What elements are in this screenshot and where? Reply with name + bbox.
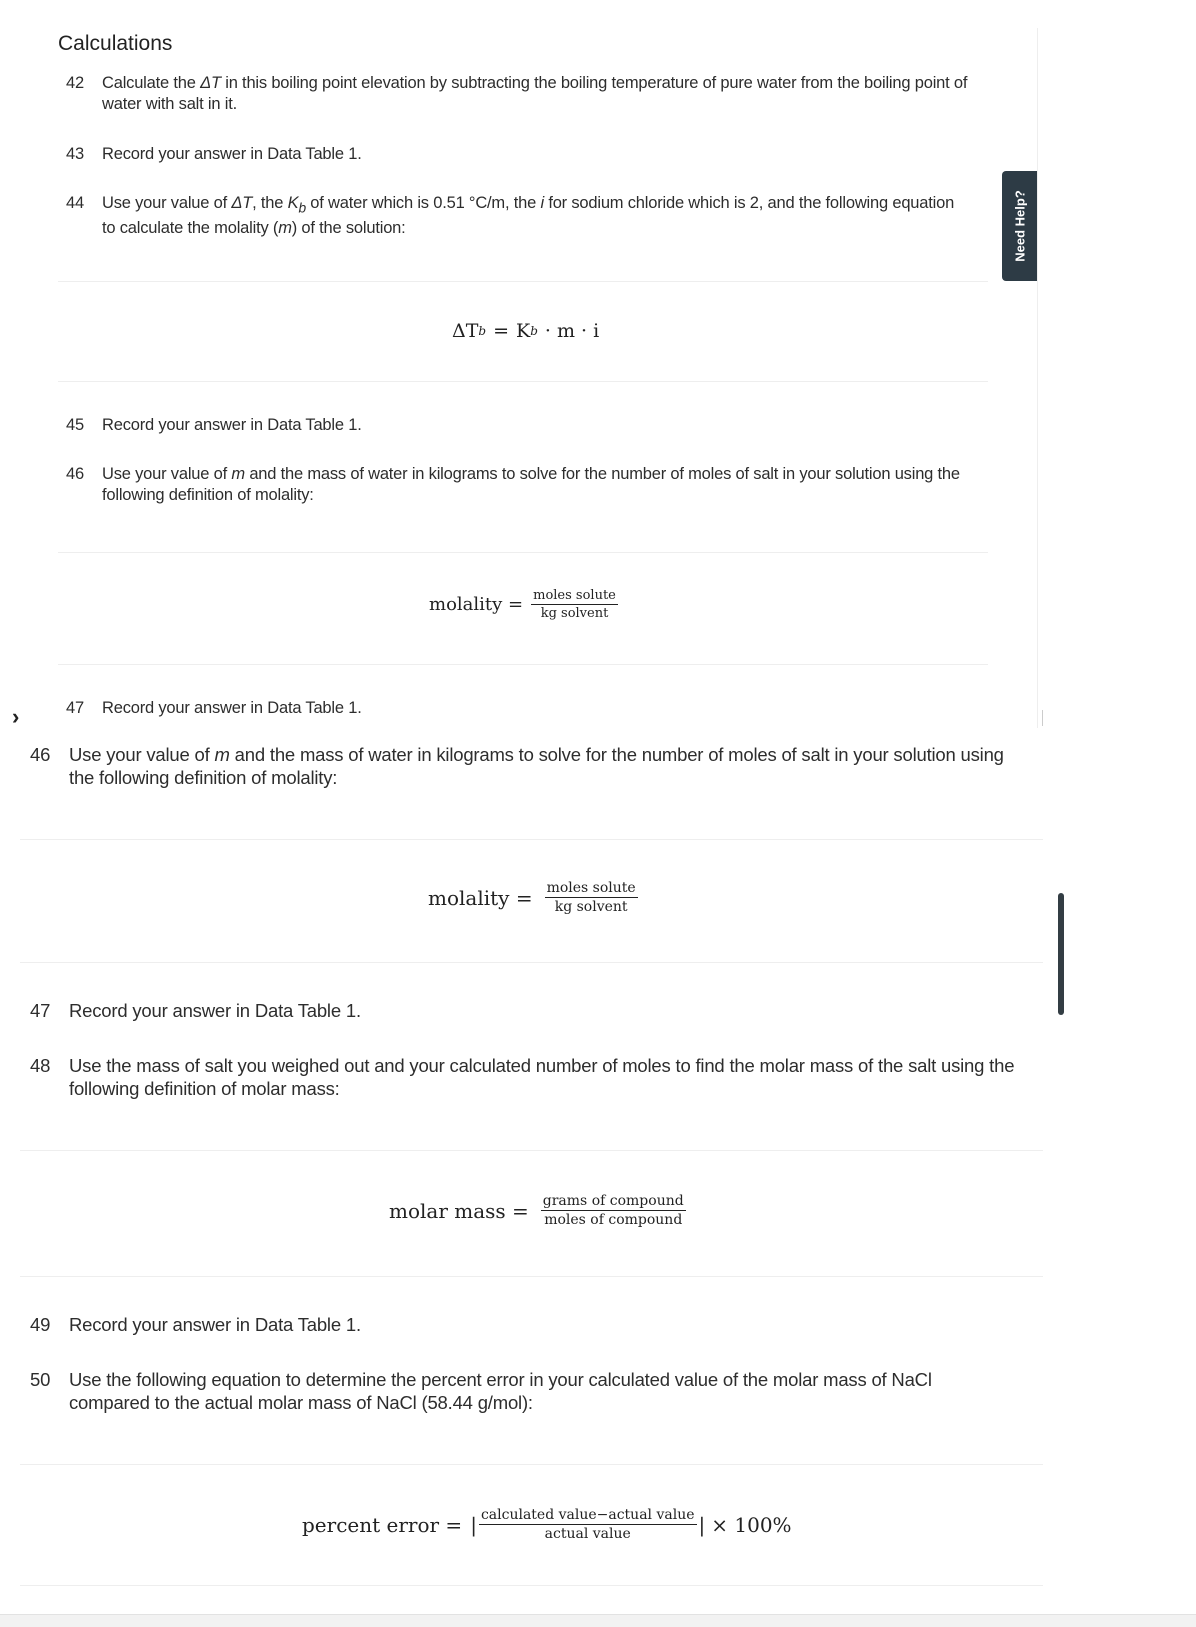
step-45 [66, 415, 991, 436]
bottom-bar [0, 1614, 1196, 1627]
divider [20, 1464, 1043, 1465]
step-44 [66, 193, 966, 239]
collapse-chevron-icon[interactable]: › [12, 704, 20, 729]
step-text: Record your answer in Data Table 1. [69, 1000, 361, 1021]
step-text: Use the mass of salt you weighed out and your calculated number of moles to find the molar mass of the salt using the following definition of molar mass: [69, 1055, 1015, 1099]
percent-error-equation: percent error = | $\frac{\text{calculated value−actual value}}{\text{actual value}}$ | × 100% [302, 1507, 792, 1542]
step-number: 47 [30, 1000, 51, 1021]
panel-resize-handle[interactable] [1042, 710, 1043, 726]
top-content-panel [0, 0, 1038, 720]
need-help-tab[interactable]: Need Help? [1002, 171, 1038, 281]
step-number: 42 [66, 74, 84, 92]
molality-equation: molality = $\frac{\text{moles solute}}{\text{kg solvent}}$ [428, 880, 636, 915]
step-text: Record your answer in Data Table 1. [102, 145, 362, 163]
step-number: 43 [66, 145, 84, 163]
divider [20, 962, 1043, 963]
step-46-top [66, 464, 966, 506]
step-number: 44 [66, 194, 84, 212]
step-number: 46 [30, 744, 51, 765]
divider [58, 552, 988, 553]
step-50 [30, 1368, 990, 1414]
panel-border [1037, 28, 1038, 728]
step-text: Use the following equation to determine the percent error in your calculated value of the molar mass of NaCl compared to the actual molar mass of NaCl (58.44 g/mol): [69, 1369, 932, 1413]
step-text: Record your answer in Data Table 1. [102, 416, 362, 434]
scrollbar-thumb[interactable] [1058, 893, 1064, 1015]
boiling-point-equation: ΔT b = K b · m · i [452, 320, 600, 342]
step-text: Use your value of m and the mass of water in kilograms to solve for the number of moles of salt in your solution using the following definition of molality: [69, 744, 1004, 788]
step-number: 49 [30, 1314, 51, 1335]
step-number: 47 [66, 699, 84, 717]
step-48 [30, 1054, 1055, 1100]
step-number: 45 [66, 416, 84, 434]
step-number: 50 [30, 1369, 51, 1390]
step-47 [30, 999, 1030, 1022]
step-number: 46 [66, 465, 84, 483]
section-heading: Calculations [58, 32, 173, 55]
step-42 [66, 73, 991, 115]
divider [20, 1585, 1043, 1586]
step-46 [30, 743, 1030, 789]
divider [20, 1150, 1043, 1151]
step-47-top [66, 698, 991, 719]
divider [58, 381, 988, 382]
step-text: Calculate the ΔT in this boiling point elevation by subtracting the boiling temperature of pure water from the boiling point of water with salt in it. [102, 74, 968, 113]
step-text: Use your value of ΔT, the $K_b$ of water which is 0.51 °C/m, the i for sodium chloride which is 2, and the following equation to calculate the molality (m) of the solution: [102, 194, 955, 238]
step-43 [66, 144, 991, 165]
divider [20, 839, 1043, 840]
divider [20, 1276, 1043, 1277]
step-49 [30, 1313, 1030, 1336]
step-text: Record your answer in Data Table 1. [69, 1314, 361, 1335]
divider [58, 664, 988, 665]
divider [58, 281, 988, 282]
step-text: Use your value of m and the mass of water in kilograms to solve for the number of moles of salt in your solution using the following definition of molality: [102, 465, 960, 504]
molar-mass-equation: molar mass = $\frac{\text{grams of compound}}{\text{moles of compound}}$ [389, 1193, 684, 1228]
step-text: Record your answer in Data Table 1. [102, 699, 362, 717]
molality-equation-top: molality = $\frac{\text{moles solute}}{\text{kg solvent}}$ [429, 588, 616, 621]
step-number: 48 [30, 1055, 51, 1076]
